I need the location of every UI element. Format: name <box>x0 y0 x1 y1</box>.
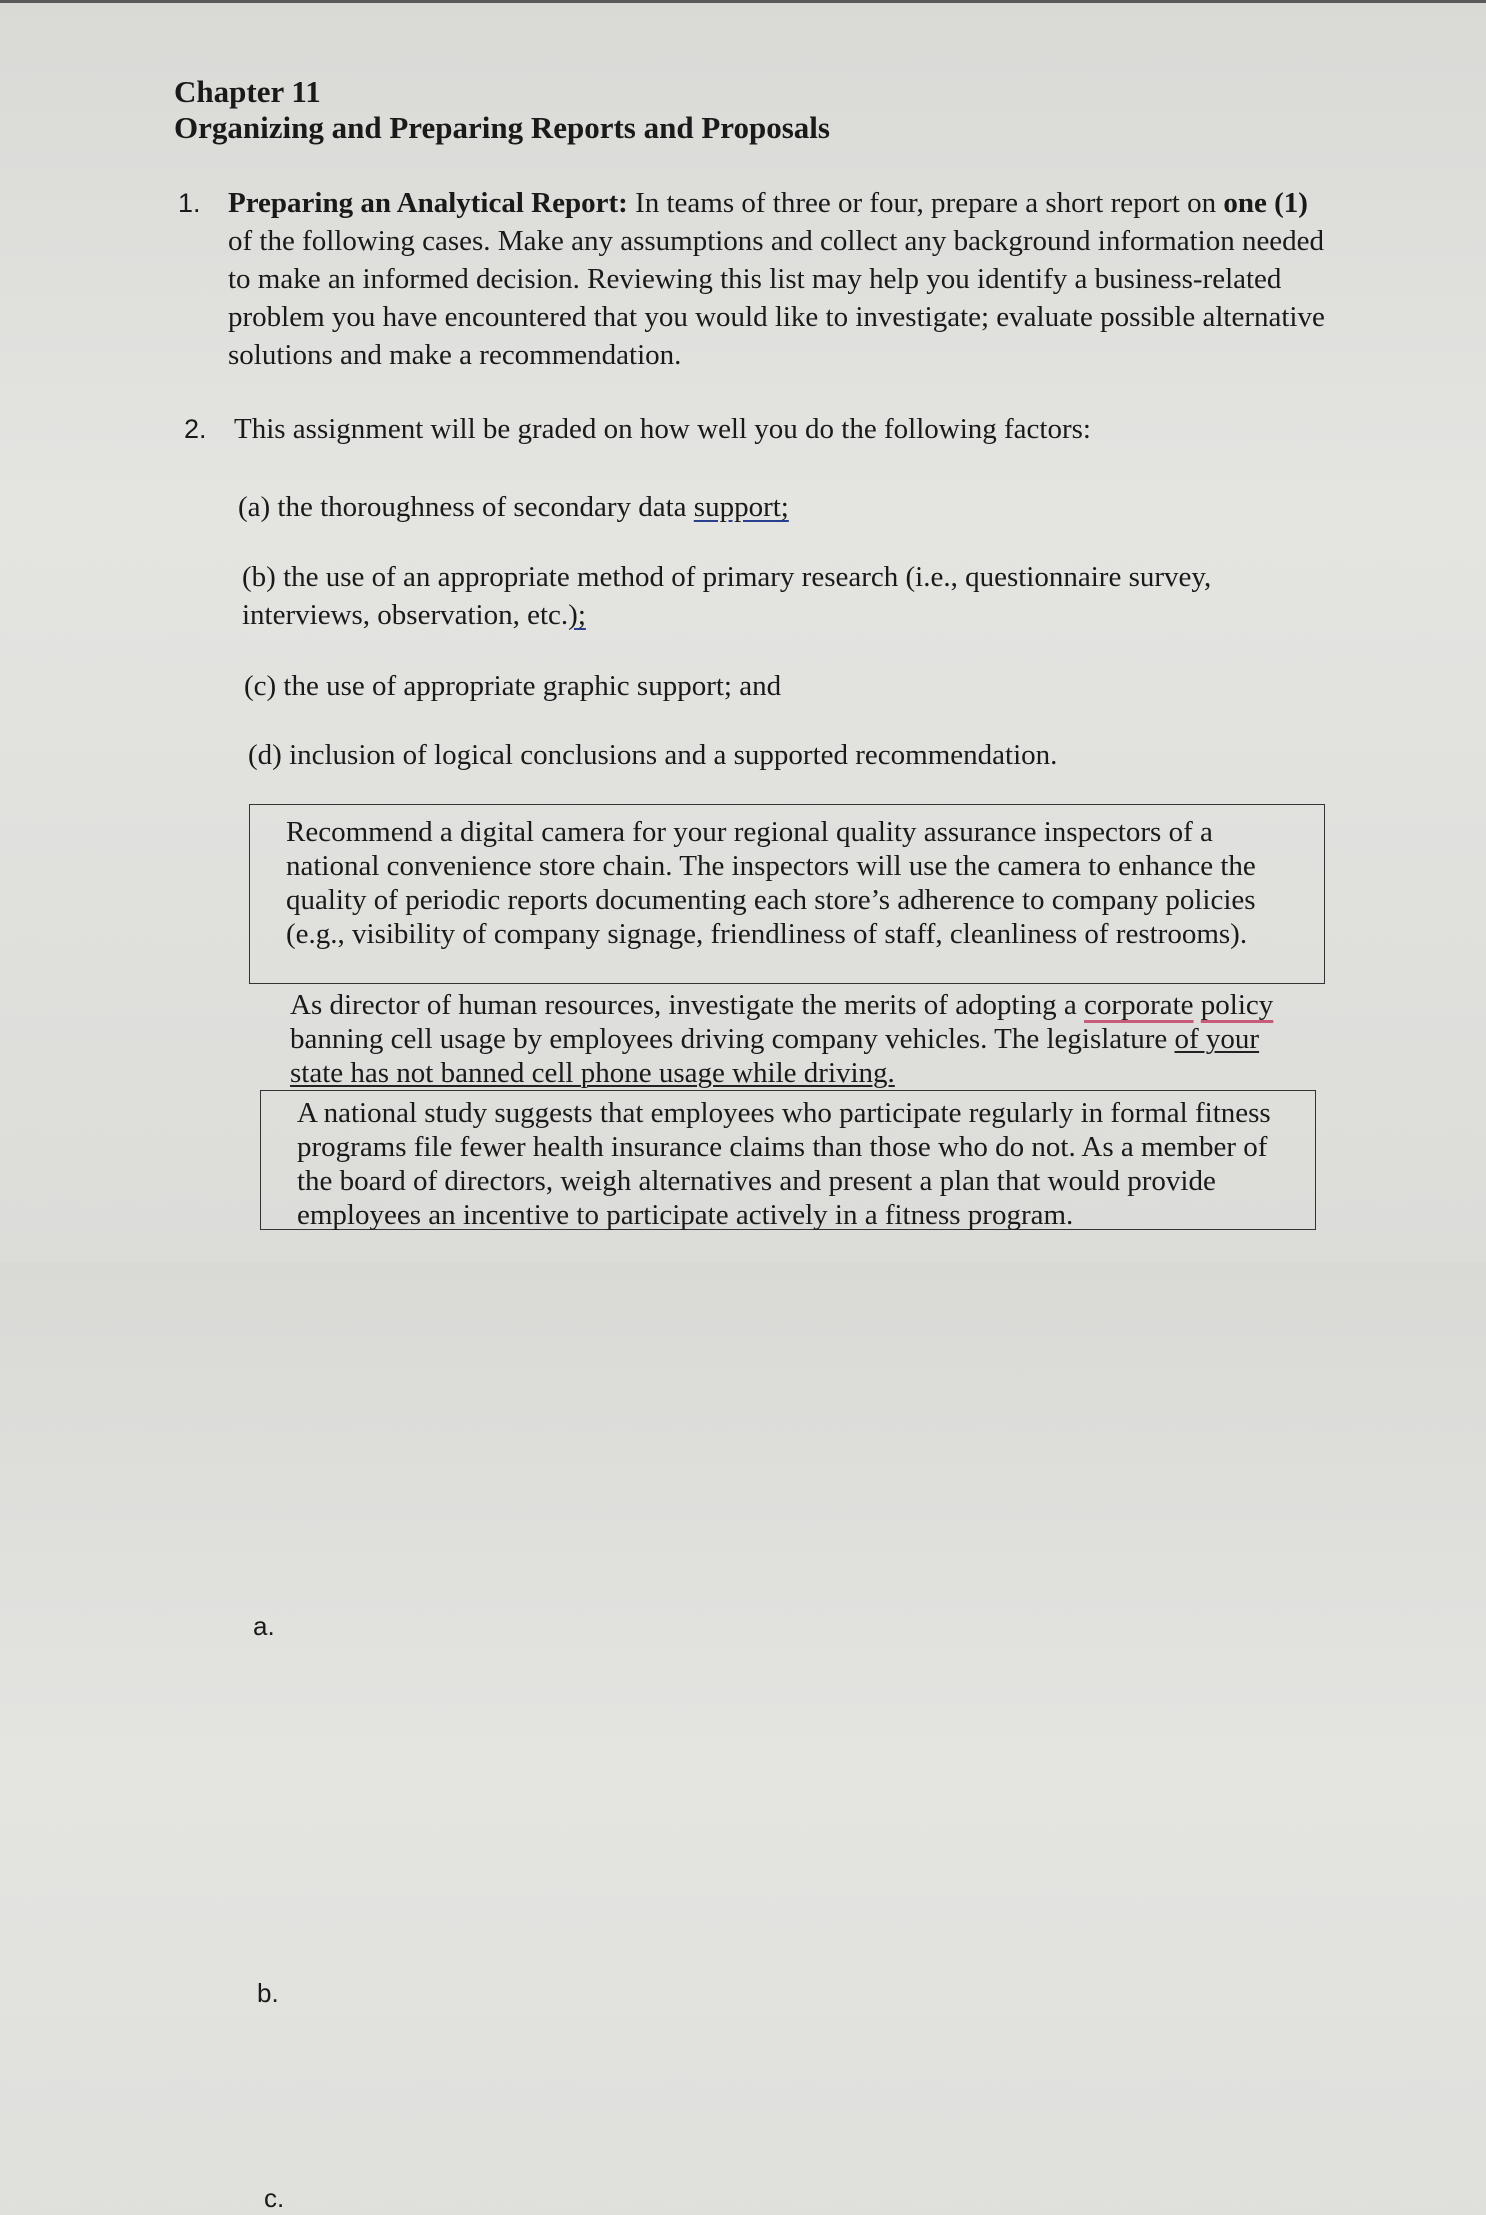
case-b-text-2: banning cell usage by employees driving company vehicles. The legislature <box>290 1023 1175 1055</box>
case-b-spell-flag-1: corporate <box>1084 989 1194 1021</box>
factor-b-text: (b) the use of an appropriate method of primary research (i.e., questionnaire survey, interviews, observation, etc. <box>242 561 1212 631</box>
case-b-underlined-end: of your state has not banned cell phone usage while driving. <box>290 1023 1260 1089</box>
case-c-text: A national study suggests that employees who participate regularly in formal fitness programs file fewer health insurance claims than those who do not. As a member of the board of directors, weigh alternatives and present a plan that would provide employees an incentive to participate actively in a fitness program. <box>297 1097 1271 1231</box>
chapter-label: Chapter 11 <box>174 74 321 109</box>
factor-b-underlined: ); <box>568 599 586 631</box>
factor-b <box>242 558 1322 634</box>
factor-a-underlined: support; <box>693 491 789 523</box>
list-number-2: 2. <box>184 414 207 444</box>
list-item-1-bold-mid: one (1) <box>1223 187 1308 219</box>
factor-a-text: (a) the thoroughness of secondary data <box>238 491 694 523</box>
list-item-2-text: This assignment will be graded on how well you do the following factors: <box>234 413 1091 445</box>
case-b-spell-flag-2: policy <box>1200 989 1274 1021</box>
case-c-box <box>260 1090 1316 2213</box>
chapter-title: Organizing and Preparing Reports and Proposals <box>174 110 830 145</box>
case-a-text: Recommend a digital camera for your regional quality assurance inspectors of a national convenience store chain. The inspectors will use the camera to enhance the quality of periodic reports documenting each store’s adherence to company policies (e.g., visibility of company signage, friendliness of staff, cleanliness of restrooms). <box>286 816 1256 950</box>
factor-a <box>238 488 1318 526</box>
case-a-letter: a. <box>253 1611 275 1641</box>
factor-c: (c) the use of appropriate graphic support; and <box>244 670 782 702</box>
list-item-1-lead: Preparing an Analytical Report: <box>228 187 628 219</box>
list-number-1: 1. <box>178 188 201 218</box>
factor-d: (d) inclusion of logical conclusions and a supported recommendation. <box>248 739 1058 771</box>
list-item-1-text <box>228 184 1338 374</box>
case-c-letter: c. <box>264 2183 285 2213</box>
case-b-text <box>290 988 1304 1090</box>
case-b-text-1: As director of human resources, investigate the merits of adopting a <box>290 989 1085 1021</box>
list-item-1-after-lead: In teams of three or four, prepare a short report on <box>627 187 1224 219</box>
list-item-1-rest: of the following cases. Make any assumptions and collect any background information needed to make an informed decision. Reviewing this list may help you identify a business-related problem you have encountered that you would like to investigate; evaluate possible alternative solutions and make a recommendation. <box>228 225 1325 371</box>
page-top-edge <box>0 0 1486 3</box>
case-b-letter: b. <box>257 1978 279 2008</box>
list-item-1 <box>178 184 1338 374</box>
list-item-2 <box>184 410 1344 448</box>
